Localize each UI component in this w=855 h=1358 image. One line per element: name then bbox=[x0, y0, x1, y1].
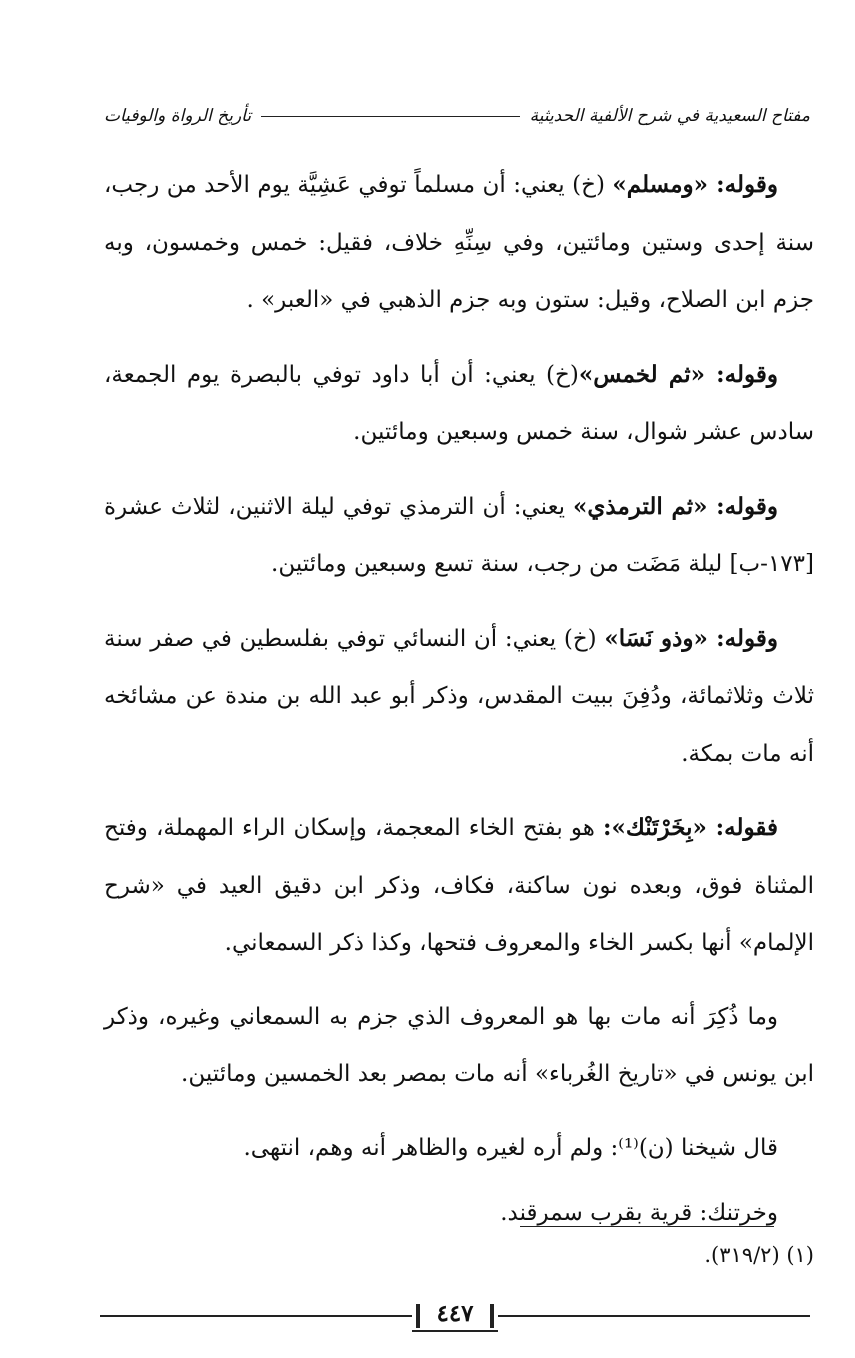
paragraph-muslim bbox=[104, 156, 814, 330]
paragraph-text: (خ) يعني: أن النسائي توفي بفلسطين في صفر سنة ثلاث وثلاثمائة، ودُفِنَ ببيت المقدس، وذكر أبو عبد الله بن مندة عن مشائخه أنه مات بمكة. bbox=[104, 625, 814, 767]
paragraph-text: وخرتنك: قرية بقرب سمرقند. bbox=[500, 1200, 778, 1226]
paragraph-text: (خ) يعني: أن أبا داود توفي بالبصرة يوم الجمعة، سادس عشر شوال، سنة خمس وسبعين ومائتين. bbox=[104, 361, 814, 445]
footnote-separator bbox=[520, 1226, 774, 1227]
paragraph-tirmidhi bbox=[104, 478, 814, 594]
paragraph-khartank-definition bbox=[104, 1185, 814, 1243]
paragraph-death-place bbox=[104, 989, 814, 1104]
header-rule bbox=[261, 116, 519, 117]
paragraph-text: وما ذُكِرَ أنه مات بها هو المعروف الذي جزم به السمعاني وغيره، وذكر ابن يونس في «تاريخ الغُرباء» أنه مات بمصر بعد الخمسين ومائتين. bbox=[104, 1003, 814, 1087]
footer-rule-right bbox=[498, 1315, 810, 1317]
paragraph-lead: فقوله: «بِخَرْتَنْك»: bbox=[602, 814, 778, 841]
header-chapter-title: تأريخ الرواة والوفيات bbox=[104, 106, 252, 126]
header-book-title: مفتاح السعيدية في شرح الألفية الحديثية bbox=[529, 106, 810, 126]
paragraph-lead: وقوله: «ومسلم» bbox=[612, 171, 778, 198]
paragraph-shaykh-quote bbox=[104, 1120, 814, 1178]
paragraph-khartank bbox=[104, 799, 814, 973]
paragraph-lead: وقوله: «ثم لخمس» bbox=[578, 360, 778, 388]
paragraph-abu-dawud bbox=[104, 346, 814, 462]
paragraph-text: قال شيخنا (ن)⁽¹⁾: ولم أره لغيره والظاهر أنه وهم، انتهى. bbox=[243, 1134, 778, 1161]
running-header bbox=[104, 96, 810, 136]
main-text bbox=[104, 156, 814, 1251]
paragraph-lead: وقوله: «وذو نَسَا» bbox=[604, 624, 778, 652]
footnote: (١) (٣١٩/٢). bbox=[704, 1243, 814, 1267]
paragraph-lead: وقوله: «ثم الترمذي» bbox=[573, 492, 778, 520]
paragraph-text: يعني: أن الترمذي توفي ليلة الاثنين، لثلاث عشرة [١٧٣-ب] ليلة مَضَت من رجب، سنة تسع وسبعين ومائتين. bbox=[104, 493, 814, 577]
paragraph-nasai bbox=[104, 610, 814, 784]
page-footer bbox=[100, 1302, 810, 1328]
paragraph-text: (خ) يعني: أن مسلماً توفي عَشِيَّة يوم الأحد من رجب، سنة إحدى وستين ومائتين، وفي سِنِّهِ خلاف، فقيل: خمس وخمسون، وبه جزم ابن الصلاح، وقيل: ستون وبه جزم الذهبي في «العبر» . bbox=[104, 172, 814, 313]
paragraph-text: هو بفتح الخاء المعجمة، وإسكان الراء المهملة، وفتح المثناة فوق، وبعده نون ساكنة، فكاف، وذكر ابن دقيق العيد في «شرح الإلمام» أنها بكسر الخاء والمعروف فتحها، وكذا ذكر السمعاني. bbox=[104, 815, 814, 956]
page-number: ٤٤٧ bbox=[412, 1300, 498, 1332]
footer-rule-left bbox=[100, 1315, 412, 1317]
